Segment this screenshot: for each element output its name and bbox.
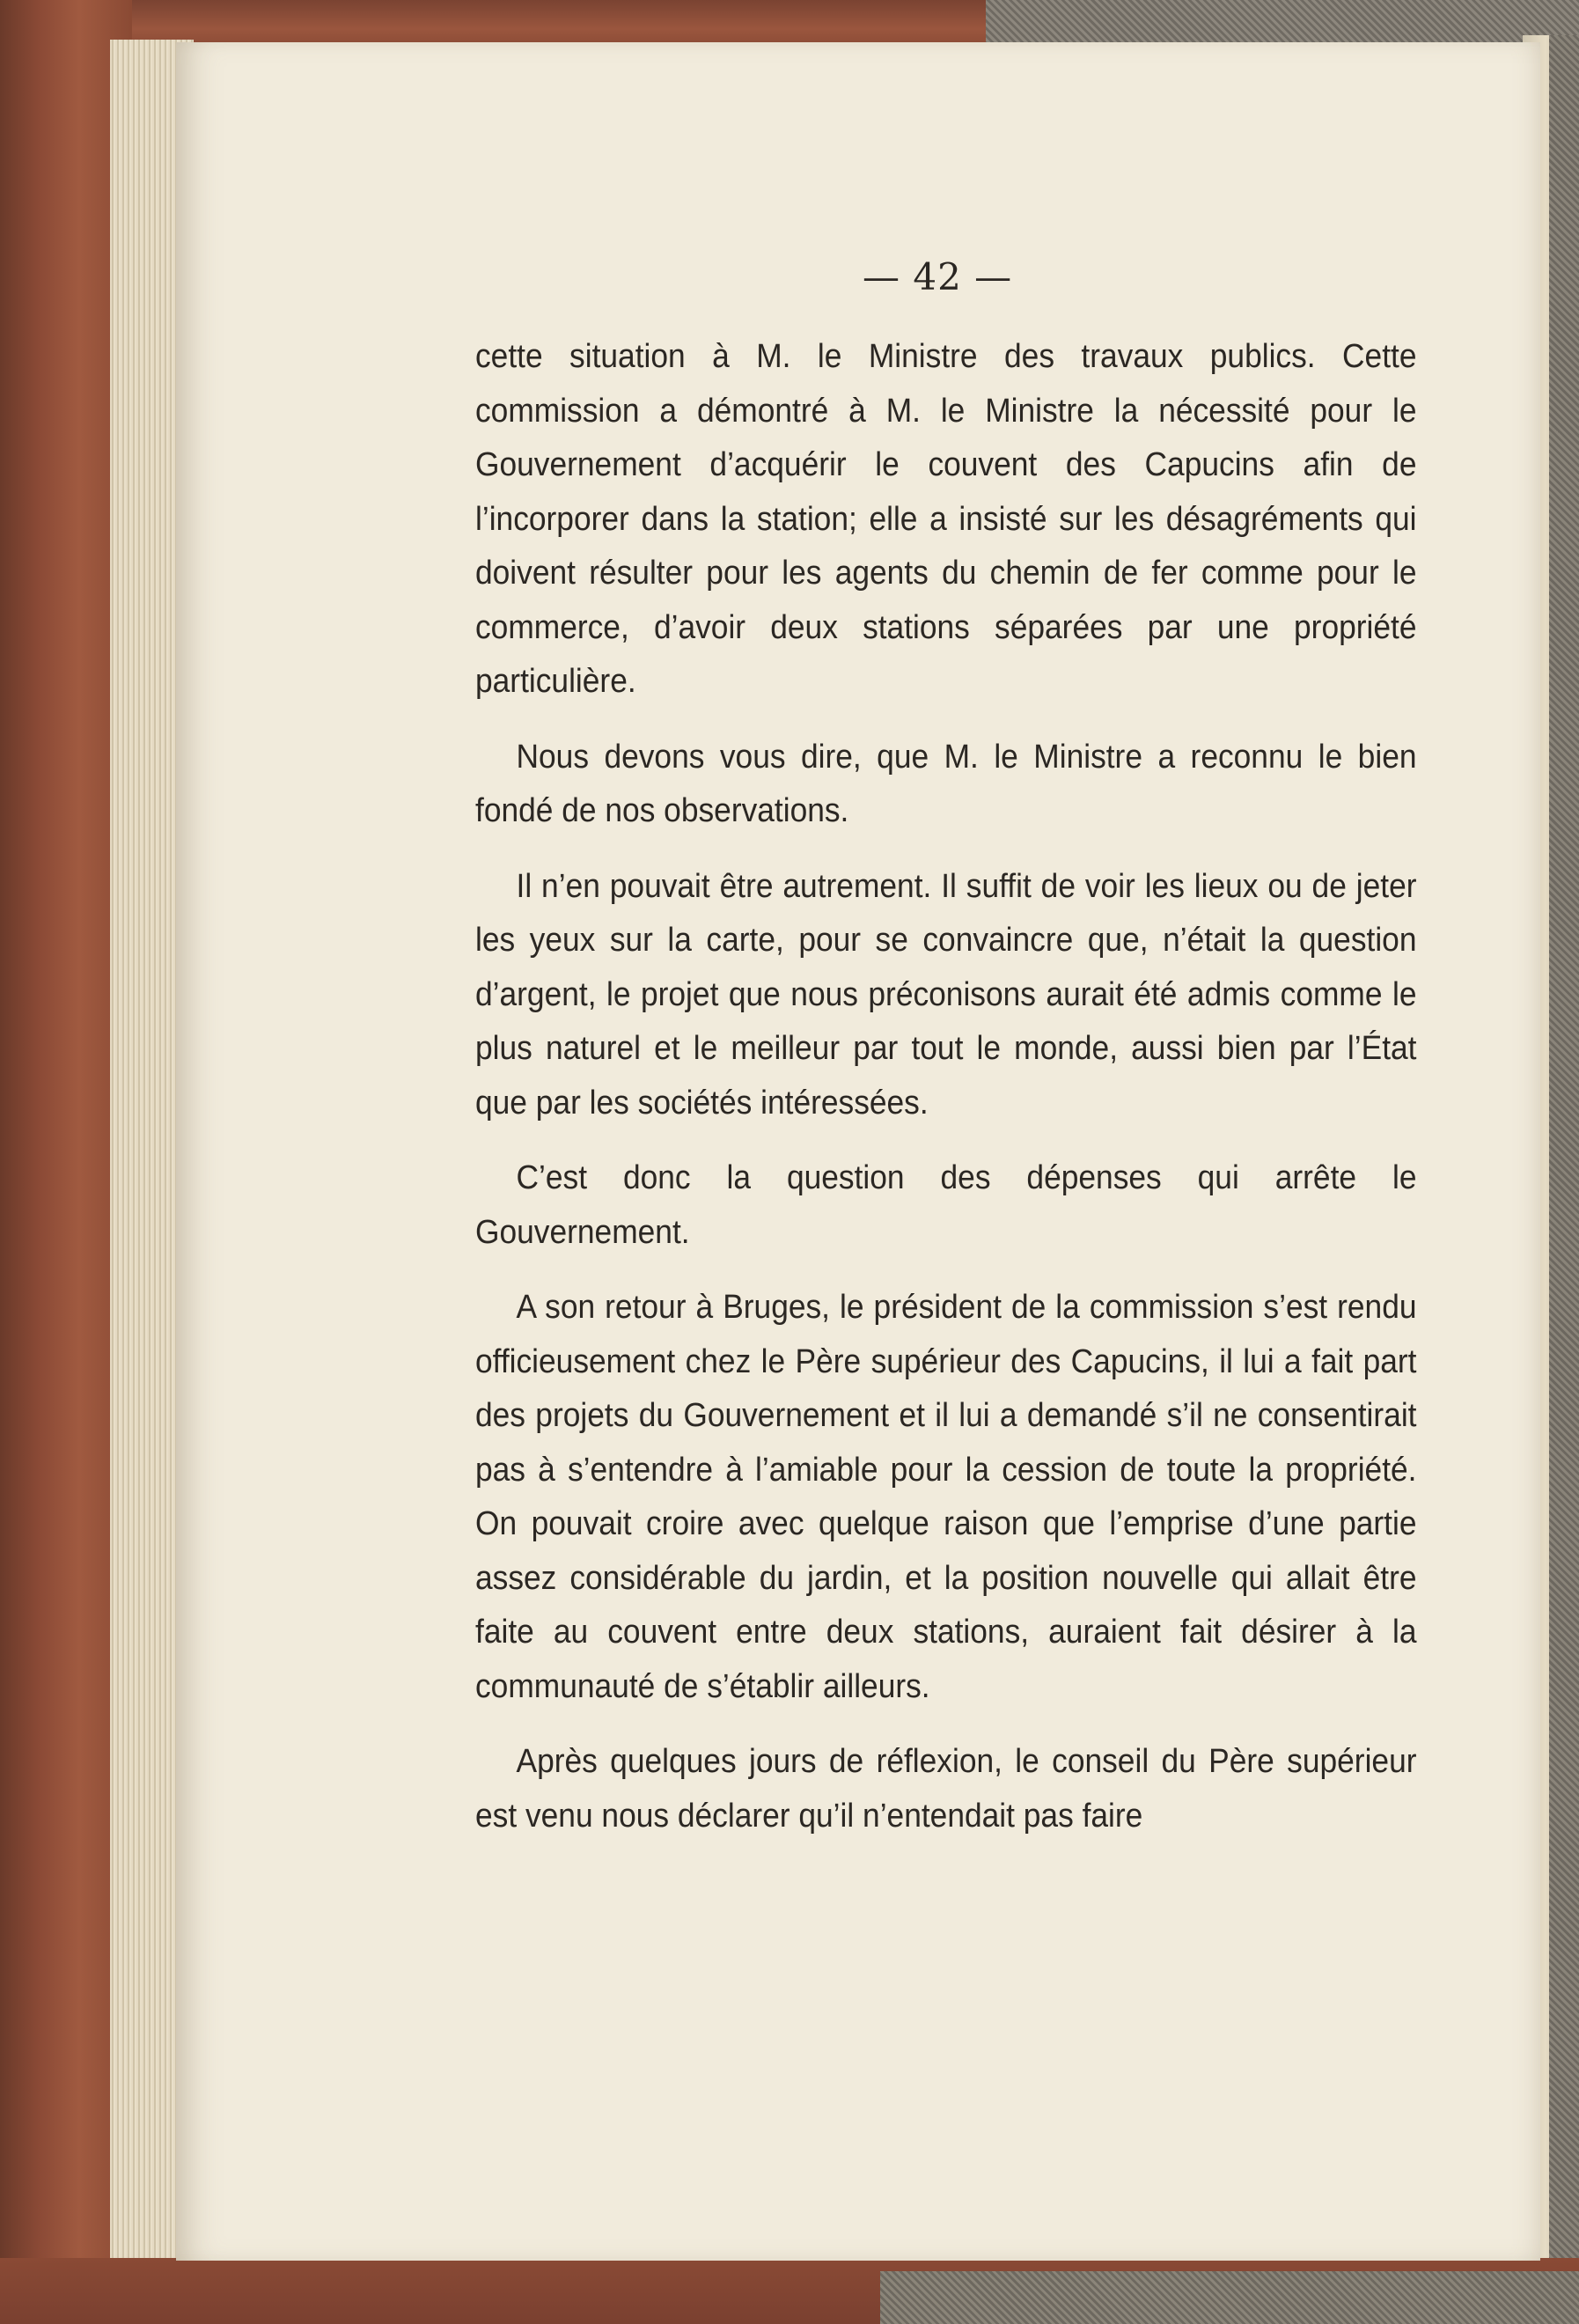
- page-number: — 42 —: [863, 255, 1013, 298]
- cloth-binding-bottom: [880, 2271, 1579, 2324]
- paragraph-2: Nous devons vous dire, que M. le Ministre a reconnu le bien fondé de nos observations.: [475, 738, 1417, 829]
- paragraph-4: C’est donc la question des dépenses qui arrête le Gouvernement.: [475, 1159, 1417, 1251]
- cloth-binding-top: [986, 0, 1579, 48]
- cloth-binding-right: [1549, 35, 1579, 2324]
- paragraph-5: A son retour à Bruges, le président de la commission s’est rendu officieusement chez le Père supérieur des Capucins, il lui a fait part des projets du Gouvernement et il lui a demandé s’il ne consentirait pas à s’entendre à l’amiable pour la cession de toute la propriété. On pouvait croire avec quelque raison que l’emprise d’une partie assez considérable du jardin, et la position nouvelle qui allait être faite au couvent entre deux stations, auraient fait désirer à la communauté de s’établir ailleurs.: [475, 1289, 1417, 1705]
- paragraph-3: Il n’en pouvait être autrement. Il suffit de voir les lieux ou de jeter les yeux sur la carte, pour se convaincre que, n’était la question d’argent, le projet que nous préconisons aurait été admis comme le plus naturel et le meilleur par tout le monde, aussi bien par l’État que par les sociétés intéressées.: [475, 867, 1417, 1122]
- paragraph-6: Après quelques jours de réflexion, le conseil du Père supérieur est venu nous déclarer qu’il n’entendait pas faire: [475, 1743, 1417, 1835]
- paragraph-1: cette situation à M. le Ministre des travaux publics. Cette commission a démontré à M. le Ministre la nécessité pour le Gouvernement d’acquérir le couvent des Capucins afin de l’incorporer dans la station; elle a insisté sur les désagréments qui doivent résulter pour les agents du chemin de fer comme pour le commerce, d’avoir deux stations séparées par une propriété particulière.: [475, 338, 1417, 700]
- body-text: [475, 330, 1417, 1843]
